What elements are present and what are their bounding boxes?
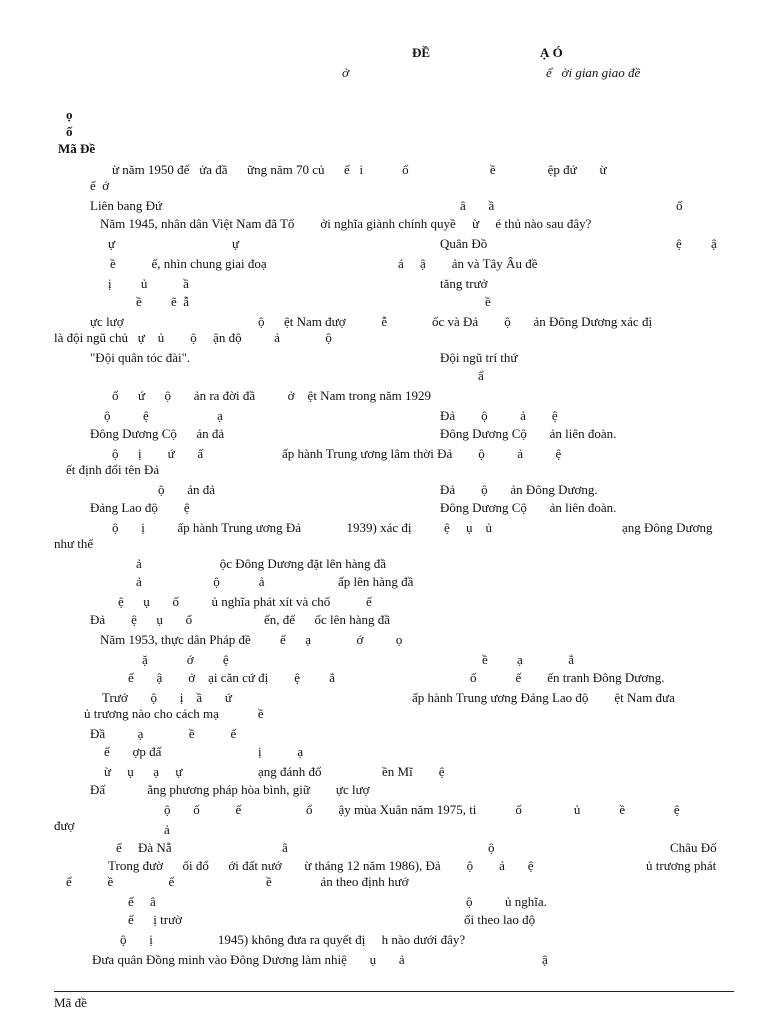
answer-option: ền Mĩ ệ: [382, 764, 445, 779]
answer-option: ả ộc Đông Dương đặt lên hàng đầ: [136, 556, 387, 571]
question-text: ộ ệt Nam đượ ễ: [258, 314, 388, 329]
footer-exam-code: Mã đề: [54, 995, 87, 1010]
question-text: ề ế, nhìn chung giai đoạ: [110, 256, 267, 271]
question-text: ạng Đông Dương: [622, 520, 713, 535]
question-text: ấp hành Trung ương lâm thời Đả ộ ả ệ: [282, 446, 562, 461]
answer-option: ố: [676, 198, 683, 213]
answer-option: ộ ản đả: [158, 482, 216, 497]
answer-option: ộ ệ ạ: [104, 408, 223, 423]
answer-option: Liên bang Đứ: [90, 198, 163, 213]
exam-subtitle-left: ở: [342, 65, 349, 80]
question-text: là đội ngũ chủ ự ủ ộ ận độ ả ộ: [54, 330, 332, 345]
question-text: ốc và Đả ộ ản Đông Dương xác đị: [432, 314, 653, 329]
answer-option: ả ộ ả: [136, 574, 265, 589]
answer-option: ề ạ ắ: [482, 652, 575, 667]
question-text: Trướ ộ ị ầ ứ: [102, 690, 232, 705]
answer-option: ế ị trườ: [128, 912, 182, 927]
answer-option: Đông Dương Cộ ản liên đoàn.: [440, 500, 617, 515]
exam-title-left: ĐỀ: [412, 45, 431, 60]
question-text: ề ản theo định hướ: [266, 874, 409, 889]
question-text: ộ ị 1945) không đưa ra quyết đị h nào dưới đây?: [120, 932, 466, 947]
answer-option: "Đội quân tóc đài".: [90, 350, 191, 365]
answer-option: Đảng Lao độ ệ: [90, 500, 190, 515]
question-text: ộ ị ứ ấ: [112, 446, 204, 461]
answer-option: ộ ủ nghĩa.: [466, 894, 547, 909]
answer-option: Quân Đồ: [440, 236, 488, 251]
footer-divider: [54, 991, 734, 992]
answer-option: ặ ớ ệ: [142, 652, 229, 667]
answer-option: ệ ậ: [676, 236, 717, 251]
exam-code-label: Mã Đề: [58, 141, 96, 156]
answer-option: Đả ệ ụ ố: [90, 612, 193, 627]
question-text: ổ ậy mùa Xuân năm 1975, ti ố ủ ề ệ: [306, 802, 680, 817]
question-text: Năm 1945, nhân dân Việt Nam đã Tổ ởi nghĩa giành chính quyề ừ é thủ nào sau đây?: [100, 216, 592, 231]
answer-option: Đông Dương Cộ ản đả: [90, 426, 225, 441]
exam-title-right: Ạ Ó: [540, 45, 563, 60]
answer-option: ế ợp đấ: [104, 744, 162, 759]
answer-option: Đả ộ ản Đông Dương.: [440, 482, 598, 497]
answer-option: â: [282, 840, 288, 855]
question-text: ừ năm 1950 để ửa đầ ững năm 70 củ ế i ố ề ệp đứ ừ: [112, 162, 607, 177]
answer-option: Đấ ằng phương pháp hòa bình, giữ ực lượ: [90, 782, 370, 797]
answer-option: ề: [485, 294, 491, 309]
question-text: ế ớ: [90, 178, 110, 193]
answer-option: ẩ: [478, 368, 484, 383]
answer-option: ệ ụ ố ủ nghĩa phát xít và chố ế: [118, 594, 372, 609]
answer-option: Châu Đố: [670, 840, 717, 855]
meta-line-1: ọ: [66, 107, 73, 122]
question-text: ực lượ: [90, 314, 124, 329]
answer-option: ến, để ốc lên hàng đầ: [264, 612, 390, 627]
question-text: ổ ứ ộ ản ra đời đầ ở ệt Nam trong năm 1929: [112, 388, 432, 403]
question-text: đượ: [54, 818, 75, 833]
answer-option: ạng đánh đổ: [258, 764, 322, 779]
answer-option: ối theo lao độ: [464, 912, 536, 927]
answer-option: ự ự: [108, 236, 240, 251]
answer-option: ị ủ ầ: [108, 276, 189, 291]
answer-option: Đả ộ ả ệ: [440, 408, 558, 423]
answer-option: ố ế ến tranh Đông Dương.: [470, 670, 665, 685]
answer-option: ị ạ: [258, 744, 304, 759]
answer-option: â ầ: [460, 198, 495, 213]
question-text: ộ ị ấp hành Trung ương Đả 1939) xác đị ệ ụ ủ: [112, 520, 493, 535]
answer-option: ề ẽ ẫ: [136, 294, 190, 309]
answer-option: ế Đà Nẵ: [116, 840, 172, 855]
exam-time-label: ể ời gian giao đề: [546, 65, 641, 80]
question-text: Năm 1953, thực dân Pháp đề ế ạ ớ ọ: [100, 632, 403, 647]
question-text: ủ trương phát: [646, 858, 717, 873]
question-text: như thế: [54, 536, 94, 551]
question-text: ết định đổi tên Đả: [66, 462, 160, 477]
answer-option: ế â: [128, 894, 156, 909]
answer-option: ế ậ ở ại căn cứ đị ệ ắ: [128, 670, 336, 685]
answer-option: ậ: [542, 952, 548, 967]
question-text: ấp hành Trung ương Đảng Lao độ ệt Nam đưa: [412, 690, 675, 705]
question-text: ể ề ế: [66, 874, 175, 889]
question-text: ủ trương nào cho cách mạ ề: [84, 706, 264, 721]
answer-option: ấp lên hàng đầ: [338, 574, 414, 589]
answer-option: ộ: [488, 840, 495, 855]
answer-option: Đông Dương Cộ ản liên đoàn.: [440, 426, 617, 441]
answer-option: ừ ụ ạ ự: [104, 764, 183, 779]
answer-option: Đội ngũ trí thứ: [440, 350, 518, 365]
question-text: ộ ố ế: [164, 802, 242, 817]
meta-line-2: ố: [66, 124, 73, 139]
answer-option: Đưa quân Đồng minh vào Đông Dương làm nhiệ ụ ả: [92, 952, 405, 967]
answer-option: ả: [164, 822, 170, 837]
question-text: á ậ ản và Tây Âu đề: [398, 256, 538, 271]
answer-option: tăng trưở: [440, 276, 488, 291]
question-text: Trong đườ ối đổ ới đất nướ ừ tháng 12 năm 1986), Đả ộ ả ệ: [108, 858, 534, 873]
answer-option: Đầ ạ ề ế: [90, 726, 237, 741]
